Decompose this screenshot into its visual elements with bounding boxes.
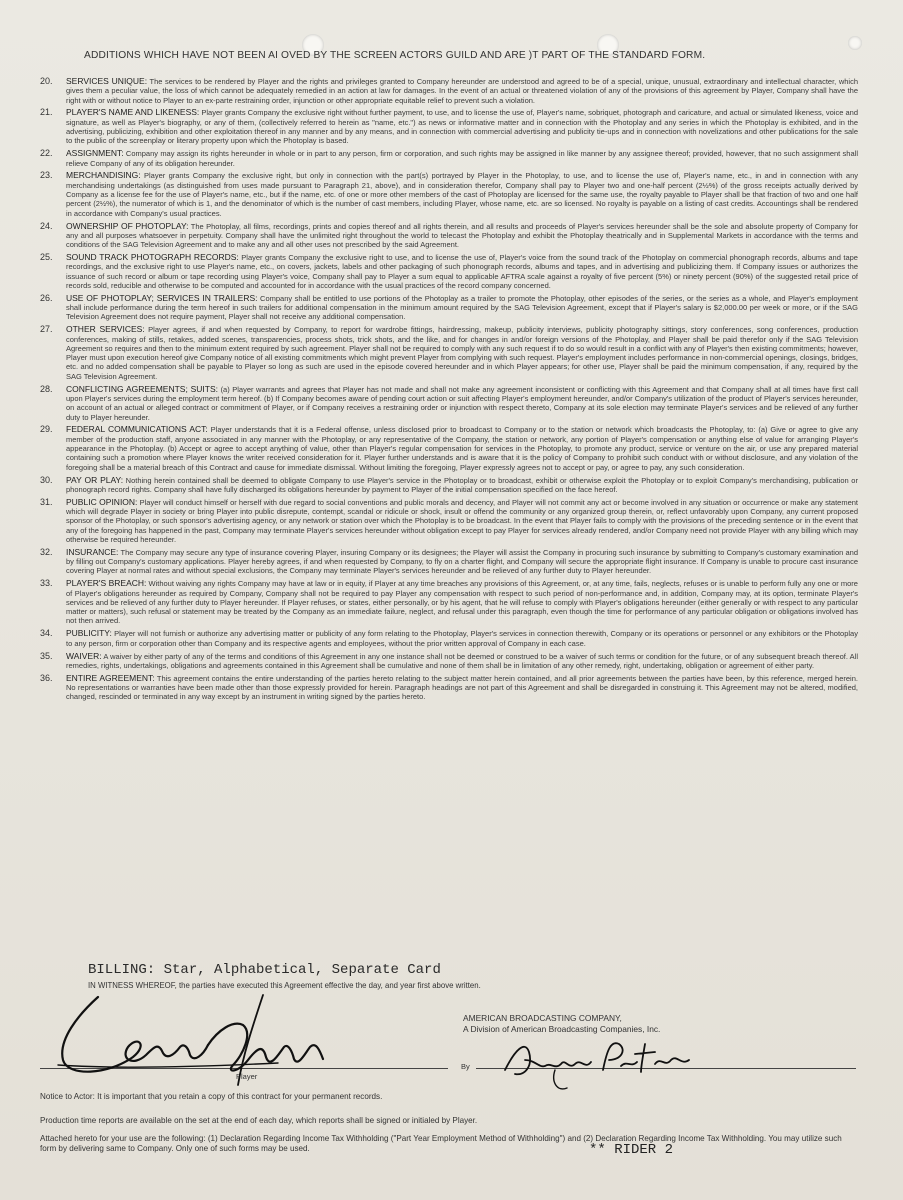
production-notice: Production time reports are available on the set at the end of each day, which reports shall be signed or initialed by Player.: [40, 1116, 478, 1125]
clause-number: 22.: [40, 148, 53, 159]
clause-number: 26.: [40, 292, 53, 303]
clause-text: Player will conduct himself or herself with due regard to social conventions and public morals and decency, and Player will not commit any act or become involved in any situation or occurrence or make any statement which will degrade Player in society or bring Player into public disrepute, contempt, scandal or ridicule or shock, insult or offend the community or any organized group therein, or, reflect unfavorably upon Company, any current proposed sponsor of the Photoplay, or such sponsor's advertising agency, or any network or station over which the Photoplay is to be broadcast. In the event that Player fails to comply with the provisions of the preceding sentence or in the event that any of the foregoing has happened in the past, Company may terminate Player's services hereunder without obligation except to pay Player for services already rendered, and/or Company need not provide Player with any billing which may otherwise be required hereunder.: [66, 497, 858, 544]
clause-text: A waiver by either party of any of the terms and conditions of this Agreement in any one instance shall not be deemed or construed to be a waiver of such terms or condition for the future, or of any subsequent breach thereof. All remedies, rights, undertakings, obligations and agreements contained in this Agreement shall be cumulative and none of them shall be in limitation of any other remedy, right, undertaking, obligation or agreement of either party.: [66, 651, 858, 670]
company-signature-image: [495, 1030, 725, 1095]
clause-item: [40, 498, 858, 544]
clause-number: 31.: [40, 496, 53, 507]
clause-title: PLAYER'S NAME AND LIKENESS:: [66, 107, 200, 118]
clause-item: [40, 476, 858, 495]
clause-text: The Photoplay, all films, recordings, prints and copies thereof and all rights therein, and all results and proceeds of Player's services hereunder shall be the sole and absolute property of Company for any and all purposes whatsoever in perpetuity. Company shall have the unlimited right throughout the world to telecast the Photoplay and exhibit the Photoplay theatrically and in Supplemental Markets in accordance with the terms and conditions of the SAG Television Agreement and to make any and all other uses not prescribed by the said Agreement.: [66, 221, 858, 250]
clause-item: [40, 629, 858, 648]
clause-number: 29.: [40, 424, 53, 435]
clause-item: [40, 77, 858, 105]
clause-text: Player grants Company the exclusive right to use, and to license the use of, Player's voice from the sound track of the Photoplay on commercial phonograph records, albums and tape recordings, and the exclusive right to use Player's name, etc., on covers, jackets, labels and other packaging of such phonograph records, albums and tapes, and in advertising and publicizing them. If Company issues or authorizes the issuance of such record or album or tape recording using Player's voice, Company shall pay to Player a sum equal to applicable AFTRA scale against a royalty of five percent (5%) or ninety percent (90%) of the suggested retail price of records sold, reducible and otherwise to be computed and accounted for in accordance with the usual practices of the record company concerned.: [66, 253, 858, 290]
clause-title: FEDERAL COMMUNICATIONS ACT:: [66, 424, 208, 435]
clause-title: OTHER SERVICES:: [66, 324, 145, 335]
clause-item: [40, 425, 858, 471]
clause-number: 36.: [40, 672, 53, 683]
clause-title: CONFLICTING AGREEMENTS; SUITS:: [66, 383, 219, 394]
clause-title: USE OF PHOTOPLAY; SERVICES IN TRAILERS:: [66, 292, 258, 303]
clause-text: Player understands that it is a Federal offense, unless disclosed prior to broadcast to Company or to the station or network which broadcasts the Photoplay, to: (a) Give or agree to give any member of the production staff, anyone associated in any manner with the Photoplay, or any representative of the Company, the station or network, any portion of Player's compensation or anything else of value for arranging Player's appearance in the Photoplay. (b) Accept or agree to accept anything of value, other than Player's regular compensation for services in the Photoplay, to promote any product, service or venture on the air, or use any prepared material containing such a promotion where Player knows the writer received consideration for it. Player further understands and is aware that it is the policy of Company to prohibit such conduct with or without disclosure, and any violation of the foregoing shall be a material breach of this Contract and cause for immediate dismissal. Without limiting the foregoing, Player expressly agrees not to accept or pay, or agree to pay, any such consideration.: [66, 425, 859, 472]
clause-number: 24.: [40, 220, 53, 231]
attached-forms-note: Attached hereto for your use are the following: (1) Declaration Regarding Income Tax Withholding ("Part Year Employment Method of Withholding") and (2) Declaration Regarding Income Tax Withholding. You may utilize such form by delivering same to Company. Only one of such forms may be used.: [40, 1134, 842, 1153]
clause-body: [66, 652, 858, 671]
clause-title: ASSIGNMENT:: [66, 148, 124, 159]
clause-item: [40, 171, 858, 217]
player-label: Player: [236, 1072, 258, 1081]
clause-item: [40, 674, 858, 702]
player-signature-line: [40, 1068, 448, 1069]
clause-body: [66, 171, 858, 217]
header-notice: ADDITIONS WHICH HAVE NOT BEEN AI OVED BY THE SCREEN ACTORS GUILD AND ARE )T PART OF THE STANDARD FORM.: [84, 50, 706, 61]
clause-number: 33.: [40, 578, 53, 589]
billing-line: BILLING: Star, Alphabetical, Separate Card: [88, 962, 441, 978]
clause-item: [40, 294, 858, 322]
clause-item: [40, 253, 858, 290]
clause-title: PAY OR PLAY:: [66, 474, 124, 485]
clause-title: SOUND TRACK PHOTOGRAPH RECORDS:: [66, 252, 239, 263]
clause-item: [40, 149, 858, 168]
clause-text: This agreement contains the entire understanding of the parties hereto relating to the subject matter herein contained, and all prior agreements between the parties have been, by this reference, merged herein. No representations or warranties have been made other than those expressly provided for herein. Paragraph headings are not part of this Agreement and shall be disregarded in construing it. This Agreement may not be altered, modified, changed, rescinded or terminated in any way except by an instrument in writing signed by the parties hereto.: [66, 673, 858, 702]
rider-label: ** RIDER 2: [589, 1142, 674, 1158]
clause-body: [66, 294, 858, 322]
by-label: By: [461, 1062, 470, 1071]
clause-body: [66, 108, 858, 145]
witness-statement: IN WITNESS WHEREOF, the parties have executed this Agreement effective the day, and year first above written.: [88, 981, 481, 990]
punch-hole-corner: [848, 36, 862, 50]
clause-number: 23.: [40, 170, 53, 181]
clause-title: OWNERSHIP OF PHOTOPLAY:: [66, 220, 189, 231]
company-name: AMERICAN BROADCASTING COMPANY,: [463, 1013, 622, 1023]
clause-text: Company shall be entitled to use portions of the Photoplay as a trailer to promote the Photoplay, other episodes of the series, or the series as a whole, and Player's employment shall include performance during the term hereof in such trailers for additional compensation in the minimum amount required by the SAG Television Agreement, except that if Player's salary is $2,000.00 per week or more, or if the SAG Television Agreement does not require payment, Player shall not receive any additional compensation.: [66, 293, 858, 322]
company-block: [463, 1013, 660, 1035]
clause-title: PUBLICITY:: [66, 628, 112, 639]
clause-number: 21.: [40, 107, 53, 118]
clause-body: [66, 385, 858, 422]
company-signature-line: [476, 1068, 856, 1069]
clause-title: WAIVER:: [66, 650, 102, 661]
clause-body: [66, 629, 858, 648]
clause-number: 32.: [40, 546, 53, 557]
clause-body: [66, 476, 858, 495]
clause-text: Nothing herein contained shall be deemed to obligate Company to use Player's service in the Photoplay or to broadcast, exhibit or otherwise exploit the Photoplay or to exploit Company's merchandising, publication or phonograph record rights. Company shall have fully discharged its obligations hereunder by payment to Player of the initial compensation specified on the face hereof.: [66, 475, 858, 494]
clause-title: PUBLIC OPINION:: [66, 496, 138, 507]
clause-text: Player grants Company the exclusive right without further payment, to use, and to license the use of, Player's name, sobriquet, photograph and caricature, and actual or simulated likeness, voice and signature, as well as Player's biography, or any of them, (collectively referred to herein as "name, etc.") as news or informative matter and in connection with the Photoplay and any series in which the Photoplay is exhibited, and in the advertising, publicizing, exhibition and other exploitation thereof in any manner and by any means, and in connection with commercial advertising and publicity tie-ups and in connection with novelizations and other publications for the sale to the public of the screenplay or literary property upon which the Photoplay is based.: [66, 108, 858, 146]
clause-text: Player agrees, if and when requested by Company, to report for wardrobe fittings, hairdressing, makeup, publicity interviews, publicity photography sittings, story conferences, song conferences, production conferences, making of stills, retakes, added scenes, transparencies, process shots, trick shots, and the like, and for changes in and/or foreign versions of the Photoplay, and Player shall be paid therefor only if the SAG Television Agreement so requires and then to the minimum extent required by such agreement. Player shall not be required to comply with any such request if to do so would result in a conflict with any of Player's then existing commitments; however, Player must upon execution hereof give Company notice of all existing commitments which might prevent Player from complying with such request. Player's employment includes performance in non-commercial openings, closings, bridges, etc. and no added compensation shall be payable to Player so long as such are used in the episode covered hereunder and in which Player appears; for other use, Player shall be paid the minimum compensation, if any, required by the SAG Television Agreement.: [66, 325, 858, 381]
clause-text: The services to be rendered by Player and the rights and privileges granted to Company hereunder are understood and agreed to be of a special, unique, unusual, extraordinary and intellectual character, which gives them a peculiar value, the loss of which cannot be adequately remedied in an action at law for damages. In the event of an actual or threatened violation of any of the provisions of this agreement by Player, Company shall have the right with or without notice to Player to an ex-parte restraining order, injunction or other appropriate equitable relief to prevent such a violation.: [66, 77, 858, 105]
clause-title: ENTIRE AGREEMENT:: [66, 672, 155, 683]
clause-text: Company may assign its rights hereunder in whole or in part to any person, firm or corporation, and such rights may be assigned in like manner by any assignee thereof; provided, however, that no such assignment shall relieve Company of any of its obligation hereunder.: [66, 149, 858, 168]
clause-body: [66, 425, 858, 471]
clause-body: [66, 674, 858, 702]
clause-body: [66, 253, 858, 290]
clause-body: [66, 77, 858, 105]
clause-title: PLAYER'S BREACH:: [66, 578, 147, 589]
company-division: A Division of American Broadcasting Companies, Inc.: [463, 1024, 661, 1034]
player-signature-image: [38, 985, 368, 1090]
clause-number: 30.: [40, 474, 53, 485]
clause-number: 34.: [40, 628, 53, 639]
clause-text: Player grants Company the exclusive right, but only in connection with the part(s) portrayed by Player in the Photoplay, to use, and to license the use of, Player's name, etc., in and in connection with any merchandising undertakings (as distinguished from uses made pursuant to Paragraph 21, above), and in consideration therefor, Company shall pay to Player two and one-half percent (2½%) of the gross receipts actually derived by Company as a license fee for the use of Player's name, etc., but if the name, etc. of one or more other members of the cast of Photoplay are licensed for the same use, the royalty payable to Player shall be that fraction of two and one half percent (2½%), the numerator of which is 1, and the denominator of which is the number of cast members, including Player, whose name, etc. are so licensed. No royalty is payable on a listing of cast credits. Accountings shall be rendered in accordance with Company's usual practices.: [66, 171, 858, 218]
clause-title: MERCHANDISING:: [66, 170, 141, 181]
clause-body: [66, 222, 858, 250]
clause-item: [40, 579, 858, 625]
clause-number: 20.: [40, 76, 53, 86]
clause-body: [66, 498, 858, 544]
clause-item: [40, 222, 858, 250]
clause-text: Player will not furnish or authorize any advertising matter or publicity of any form relating to the Photoplay, Player's services in connection therewith, Company or its operations or personnel or any exhibitors or the Photoplay to any person, firm or corporation other than Company and its respective agents and employees, without the prior written approval of Company in each case.: [66, 629, 858, 648]
clause-number: 35.: [40, 650, 53, 661]
clause-number: 28.: [40, 383, 53, 394]
clause-body: [66, 579, 858, 625]
clause-body: [66, 149, 858, 168]
clause-body: [66, 548, 858, 576]
clause-item: [40, 548, 858, 576]
clause-text: Without waiving any rights Company may have at law or in equity, if Player at any time breaches any provisions of this Agreement, or, at any time, fails, neglects, refuses or is unable to perform fully any one or more of Player's obligations hereunder as required by Company, Company shall not be required to pay Player any compensation with respect to such period of non-performance and, in addition, Company may, at its option, terminate Player's services and be relieved of any further duty to Player hereunder. If Player refuses, or states, either personally, or by his agent, that he will refuse to comply with Player's obligations hereunder (either generally or with respect to any particular matter or matters), such refusal or statement may be treated by the Company as an immediate failure, neglect, and refusal under this paragraph, even though the time for performance of any particular obligation or obligations involved has not then arrived.: [66, 579, 858, 626]
clause-item: [40, 385, 858, 422]
clause-item: [40, 325, 858, 381]
notice-to-actor: Notice to Actor: It is important that you retain a copy of this contract for your permanent records.: [40, 1092, 383, 1101]
clause-item: [40, 108, 858, 145]
clause-text: (a) Player warrants and agrees that Player has not made and shall not make any agreement inconsistent or conflicting with this Agreement and that Company shall at all times have first call upon Player's services during the employment term hereof. (b) If Company becomes aware of pending court action or suit affecting Player's employment hereunder, and/or Company's utilization of the product of Player's services hereunder, on account of an actual or alleged contract or commitment of Player, or if Company receives a restraining order or injunction with respect thereto, Company at its sole election may terminate Player's services and be relieved of any further duty to Player hereunder.: [66, 384, 858, 422]
clause-text: The Company may secure any type of insurance covering Player, insuring Company or its designees; the Player will assist the Company in procuring such insurance by submitting to Company's customary examination and by filling out Company's customary applications. Player hereby agrees, if and when requested by Company, to fly on a charter flight, and Company will secure the appropriate flight insurance. If Company is unable to procure cast insurance covering Player at normal rates and without special exclusions, the Company may terminate Player's services hereunder and be relieved of any further duty to Player hereunder.: [66, 547, 859, 576]
clause-number: 25.: [40, 252, 53, 263]
clause-number: 27.: [40, 324, 53, 335]
clause-list: [40, 77, 858, 705]
clause-body: [66, 325, 858, 381]
clause-title: INSURANCE:: [66, 546, 119, 557]
clause-title: SERVICES UNIQUE:: [66, 76, 148, 86]
clause-item: [40, 652, 858, 671]
